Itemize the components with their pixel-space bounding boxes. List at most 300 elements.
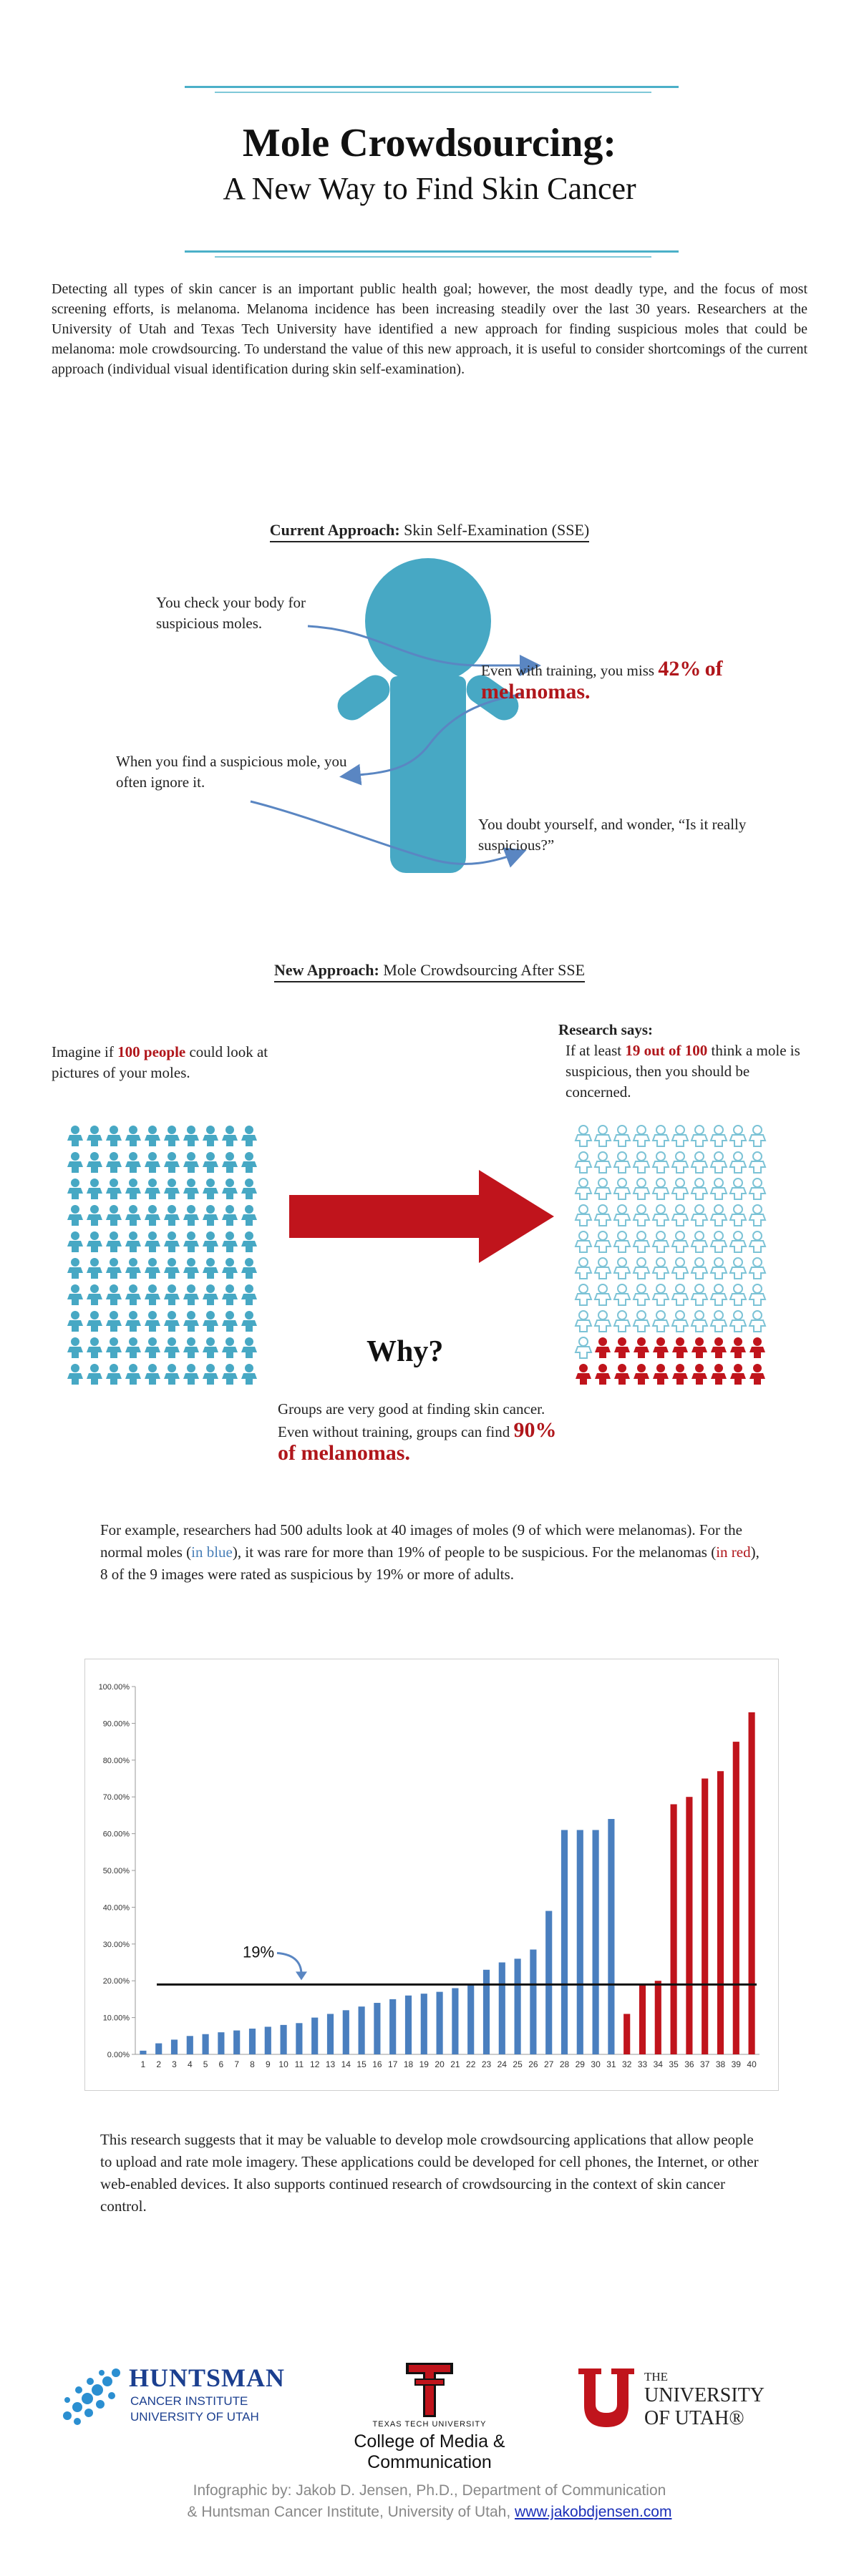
person-icon — [634, 1311, 649, 1332]
person-icon — [125, 1311, 141, 1332]
x-tick-label: 11 — [294, 2059, 304, 2069]
utah-university: UNIVERSITY — [644, 2384, 765, 2406]
person-icon — [691, 1152, 707, 1173]
bar — [249, 2029, 256, 2054]
person-icon — [164, 1364, 180, 1385]
bar — [296, 2023, 302, 2054]
imagine-a: Imagine if — [52, 1043, 114, 1060]
bar — [343, 2010, 349, 2054]
person-icon — [672, 1231, 688, 1252]
person-icon — [125, 1152, 141, 1173]
person-icon — [222, 1364, 238, 1385]
current-heading-rest: Skin Self-Examination (SSE) — [404, 521, 590, 539]
person-icon — [241, 1364, 257, 1385]
example-paragraph — [100, 1519, 766, 1586]
note-miss-b: of melanomas. — [481, 657, 723, 703]
ttu-logo — [301, 2361, 558, 2472]
person-icon — [241, 1311, 257, 1332]
ttu-name: TEXAS TECH UNIVERSITY — [372, 2420, 487, 2429]
person-icon — [106, 1152, 122, 1173]
why-heading: Why? — [367, 1335, 444, 1368]
person-icon — [145, 1126, 160, 1146]
person-icon — [595, 1258, 611, 1279]
person-icon — [576, 1258, 591, 1279]
person-icon — [164, 1337, 180, 1358]
person-icon — [67, 1284, 83, 1305]
double-t-icon — [404, 2361, 455, 2419]
person-icon — [711, 1311, 727, 1332]
person-icon — [222, 1311, 238, 1332]
person-icon — [691, 1258, 707, 1279]
imagine-red: 100 people — [117, 1043, 186, 1060]
bar — [671, 1804, 677, 2054]
utah-logo — [578, 2368, 807, 2433]
person-icon — [87, 1205, 102, 1226]
x-tick-label: 19 — [419, 2059, 429, 2069]
bar — [545, 1911, 552, 2054]
threshold-label: 19% — [243, 1943, 275, 1961]
huntsman-name: HUNTSMAN — [129, 2363, 286, 2392]
person-icon — [67, 1258, 83, 1279]
conclusion-paragraph: This research suggests that it may be valuable to develop mole crowdsourcing applications that allow people to upload and rate mole imagery. These applications could be developed for cell phones, the Internet, or other web-enabled devices. It also supports continued research of crowdsourcing in the context of skin cancer control. — [100, 2131, 759, 2215]
person-icon — [749, 1258, 765, 1279]
person-icon — [634, 1152, 649, 1173]
bar — [702, 1779, 708, 2055]
imagine-text — [52, 1042, 295, 1083]
person-icon — [106, 1126, 122, 1146]
x-tick-label: 23 — [481, 2059, 492, 2069]
person-icon — [576, 1284, 591, 1305]
person-icon — [749, 1311, 765, 1332]
bar — [623, 2014, 630, 2054]
person-icon — [222, 1126, 238, 1146]
person-icon — [749, 1231, 765, 1252]
crowd-grid-left — [66, 1123, 266, 1395]
person-icon — [222, 1284, 238, 1305]
person-icon — [672, 1364, 688, 1385]
y-tick-label: 30.00% — [102, 1940, 130, 1949]
bar — [639, 1984, 646, 2054]
example-in-blue: in blue — [191, 1543, 233, 1561]
person-icon — [749, 1205, 765, 1226]
person-icon — [614, 1258, 630, 1279]
bar — [359, 2006, 365, 2054]
bar — [686, 1797, 692, 2054]
person-icon — [67, 1126, 83, 1146]
person-icon — [87, 1337, 102, 1358]
person-icon — [749, 1284, 765, 1305]
person-icon — [634, 1258, 649, 1279]
bar — [155, 2044, 162, 2054]
person-icon — [125, 1337, 141, 1358]
person-icon — [653, 1284, 669, 1305]
person-icon — [595, 1364, 611, 1385]
person-icon — [634, 1337, 649, 1358]
bar — [187, 2036, 193, 2054]
person-icon — [145, 1205, 160, 1226]
person-icon — [183, 1231, 199, 1252]
person-icon — [672, 1311, 688, 1332]
person-icon — [730, 1179, 746, 1199]
threshold-arrow-head — [296, 1971, 307, 1980]
x-tick-label: 24 — [497, 2059, 507, 2069]
person-icon — [730, 1205, 746, 1226]
person-icon — [241, 1284, 257, 1305]
y-tick-label: 100.00% — [98, 1683, 130, 1692]
person-icon — [672, 1205, 688, 1226]
person-icon — [576, 1126, 591, 1146]
header-bottom-rule-thin — [215, 256, 651, 258]
example-in-red: in red — [716, 1543, 751, 1561]
person-icon — [614, 1364, 630, 1385]
bar — [374, 2003, 380, 2054]
x-tick-label: 12 — [310, 2059, 320, 2069]
person-icon — [164, 1258, 180, 1279]
new-heading-rest: Mole Crowdsourcing After SSE — [383, 961, 586, 979]
credit-block — [0, 2480, 859, 2523]
bar — [311, 2018, 318, 2054]
x-tick-label: 33 — [637, 2059, 648, 2069]
example-p3: ), 8 of the 9 images were rated as suspicious by 19% or more of adults. — [100, 1543, 759, 1583]
person-icon — [203, 1364, 218, 1385]
bar — [467, 1984, 474, 2054]
person-icon — [87, 1152, 102, 1173]
research-b: think a mole is suspicious, then you should be concerned. — [566, 1042, 800, 1101]
page-subtitle: A New Way to Find Skin Cancer — [223, 171, 636, 206]
person-icon — [203, 1284, 218, 1305]
person-icon — [653, 1152, 669, 1173]
person-icon — [653, 1205, 669, 1226]
x-tick-label: 9 — [265, 2059, 271, 2069]
x-tick-label: 30 — [591, 2059, 601, 2069]
note-miss-pct: 42% — [658, 657, 702, 680]
person-icon — [576, 1364, 591, 1385]
huntsman-logo — [60, 2361, 289, 2433]
person-icon — [106, 1205, 122, 1226]
threshold-arrow — [277, 1953, 301, 1974]
person-icon — [653, 1258, 669, 1279]
person-icon — [653, 1364, 669, 1385]
person-icon — [222, 1152, 238, 1173]
person-icon — [164, 1179, 180, 1199]
research-red: 19 out of 100 — [625, 1042, 708, 1059]
person-icon — [164, 1311, 180, 1332]
person-icon — [87, 1311, 102, 1332]
person-icon — [653, 1231, 669, 1252]
person-icon — [595, 1231, 611, 1252]
x-tick-label: 1 — [140, 2059, 146, 2069]
person-icon — [711, 1337, 727, 1358]
person-icon — [691, 1337, 707, 1358]
x-tick-label: 28 — [559, 2059, 570, 2069]
person-icon — [67, 1364, 83, 1385]
example-p1: For example, researchers had 500 adults look at 40 images of moles (9 of which were melanomas). For the normal moles ( — [100, 1521, 742, 1561]
y-tick-label: 80.00% — [102, 1756, 130, 1765]
x-tick-label: 13 — [325, 2059, 336, 2069]
person-icon — [653, 1126, 669, 1146]
person-icon — [67, 1152, 83, 1173]
y-tick-label: 40.00% — [102, 1903, 130, 1913]
person-icon — [614, 1284, 630, 1305]
person-icon — [164, 1152, 180, 1173]
person-icon — [164, 1284, 180, 1305]
bar — [593, 1830, 599, 2054]
person-icon — [672, 1152, 688, 1173]
person-icon — [222, 1231, 238, 1252]
person-icon — [634, 1205, 649, 1226]
huntsman-sub: CANCER INSTITUTE — [130, 2394, 248, 2408]
person-icon — [203, 1337, 218, 1358]
bar — [265, 2026, 271, 2054]
person-icon — [183, 1284, 199, 1305]
x-tick-label: 6 — [218, 2059, 224, 2069]
person-icon — [595, 1179, 611, 1199]
credit-line2: & Huntsman Cancer Institute, University of Utah, — [187, 2504, 511, 2520]
note-miss — [481, 658, 753, 704]
person-icon — [672, 1258, 688, 1279]
person-icon — [241, 1152, 257, 1173]
bar — [733, 1742, 739, 2054]
x-tick-label: 5 — [203, 2059, 208, 2069]
person-icon — [164, 1231, 180, 1252]
x-tick-label: 38 — [715, 2059, 726, 2069]
person-icon — [672, 1179, 688, 1199]
person-icon — [145, 1231, 160, 1252]
person-icon — [106, 1337, 122, 1358]
x-tick-label: 3 — [172, 2059, 177, 2069]
person-icon — [730, 1311, 746, 1332]
person-icon — [576, 1311, 591, 1332]
person-icon — [183, 1258, 199, 1279]
note-ignore: When you find a suspicious mole, you often ignore it. — [116, 753, 347, 791]
person-icon — [749, 1364, 765, 1385]
person-icon — [711, 1258, 727, 1279]
imagine-b: could look at pictures of your moles. — [52, 1043, 268, 1081]
person-icon — [241, 1179, 257, 1199]
person-icon — [614, 1337, 630, 1358]
person-icon — [125, 1231, 141, 1252]
person-icon — [125, 1364, 141, 1385]
person-icon — [711, 1364, 727, 1385]
person-icon — [67, 1337, 83, 1358]
research-says — [558, 1020, 816, 1103]
person-icon — [653, 1179, 669, 1199]
person-icon — [203, 1152, 218, 1173]
person-icon — [595, 1205, 611, 1226]
x-tick-label: 21 — [450, 2059, 460, 2069]
y-tick-label: 70.00% — [102, 1793, 130, 1802]
person-icon — [145, 1152, 160, 1173]
x-tick-label: 20 — [435, 2059, 445, 2069]
person-icon — [87, 1364, 102, 1385]
person-icon — [241, 1205, 257, 1226]
groups-a: Groups are very good at finding skin cancer. Even without training, groups can find — [278, 1400, 545, 1440]
x-tick-label: 31 — [606, 2059, 616, 2069]
person-icon — [125, 1126, 141, 1146]
person-icon — [203, 1205, 218, 1226]
person-icon — [106, 1311, 122, 1332]
person-icon — [67, 1179, 83, 1199]
person-icon — [87, 1284, 102, 1305]
x-tick-label: 35 — [669, 2059, 679, 2069]
person-icon — [222, 1205, 238, 1226]
person-icon — [653, 1311, 669, 1332]
person-icon — [614, 1179, 630, 1199]
header-bottom-rule — [185, 250, 679, 253]
person-icon — [749, 1337, 765, 1358]
huntsman-dots-icon — [60, 2364, 125, 2429]
x-tick-label: 22 — [466, 2059, 476, 2069]
bar — [655, 1981, 661, 2054]
person-icon — [595, 1152, 611, 1173]
person-icon — [183, 1152, 199, 1173]
x-tick-label: 36 — [684, 2059, 694, 2069]
bar — [171, 2039, 178, 2054]
bar — [233, 2031, 240, 2054]
person-icon — [125, 1179, 141, 1199]
person-icon — [672, 1126, 688, 1146]
x-tick-label: 25 — [513, 2059, 523, 2069]
y-tick-label: 20.00% — [102, 1977, 130, 1986]
note-miss-a: Even with training, you miss — [481, 662, 655, 679]
person-icon — [634, 1284, 649, 1305]
person-icon — [183, 1205, 199, 1226]
ttu-college: College of Media & Communication — [354, 2431, 505, 2472]
person-icon — [691, 1311, 707, 1332]
x-tick-label: 32 — [622, 2059, 632, 2069]
person-icon — [749, 1152, 765, 1173]
person-icon — [711, 1179, 727, 1199]
page-title: Mole Crowdsourcing: — [242, 121, 617, 165]
bar — [437, 1992, 443, 2054]
x-tick-label: 8 — [250, 2059, 255, 2069]
x-tick-label: 16 — [372, 2059, 382, 2069]
bar — [405, 1996, 412, 2054]
groups-text — [278, 1399, 564, 1465]
x-tick-label: 17 — [388, 2059, 398, 2069]
huntsman-univ: UNIVERSITY OF UTAH — [130, 2410, 259, 2424]
bar — [218, 2032, 224, 2054]
bar — [281, 2025, 287, 2054]
person-icon — [576, 1152, 591, 1173]
person-icon — [241, 1126, 257, 1146]
person-icon — [164, 1205, 180, 1226]
research-a: If at least — [566, 1042, 622, 1059]
person-icon — [749, 1179, 765, 1199]
person-icon — [183, 1179, 199, 1199]
person-icon — [730, 1126, 746, 1146]
person-icon — [691, 1231, 707, 1252]
person-icon — [241, 1337, 257, 1358]
person-icon — [203, 1231, 218, 1252]
y-tick-label: 0.00% — [107, 2051, 130, 2059]
bar — [389, 1999, 396, 2054]
person-icon — [203, 1126, 218, 1146]
person-icon — [711, 1284, 727, 1305]
person-icon — [222, 1179, 238, 1199]
credit-link[interactable]: www.jakobdjensen.com — [515, 2504, 672, 2520]
person-icon — [691, 1179, 707, 1199]
bar-chart-frame — [84, 1659, 779, 2091]
y-tick-label: 90.00% — [102, 1719, 130, 1729]
note-doubt: You doubt yourself, and wonder, “Is it really suspicious?” — [478, 816, 747, 854]
bar — [499, 1963, 505, 2055]
utah-of-utah: OF UTAH® — [644, 2407, 744, 2429]
person-icon — [183, 1311, 199, 1332]
person-icon — [730, 1258, 746, 1279]
bar — [483, 1970, 490, 2054]
person-icon — [106, 1179, 122, 1199]
bar — [717, 1771, 724, 2054]
new-heading-bold: New Approach: — [273, 961, 379, 979]
person-icon — [87, 1231, 102, 1252]
credit-line1: Infographic by: Jakob D. Jensen, Ph.D., Department of Communication — [193, 2482, 666, 2499]
person-icon — [614, 1126, 630, 1146]
bar — [140, 2051, 146, 2054]
current-approach-heading — [0, 521, 859, 540]
person-icon — [634, 1364, 649, 1385]
person-icon — [203, 1179, 218, 1199]
research-title: Research says: — [558, 1021, 654, 1038]
person-icon — [672, 1337, 688, 1358]
person-icon — [691, 1284, 707, 1305]
note-check: You check your body for suspicious moles. — [156, 594, 306, 632]
person-icon — [730, 1231, 746, 1252]
person-icon — [634, 1126, 649, 1146]
x-tick-label: 14 — [341, 2059, 351, 2069]
person-icon — [730, 1364, 746, 1385]
person-icon — [241, 1231, 257, 1252]
x-tick-label: 15 — [356, 2059, 367, 2069]
person-icon — [614, 1311, 630, 1332]
person-icon — [183, 1337, 199, 1358]
person-icon — [67, 1205, 83, 1226]
person-icon — [67, 1231, 83, 1252]
person-icon — [595, 1337, 611, 1358]
person-icon — [203, 1258, 218, 1279]
x-tick-label: 29 — [575, 2059, 585, 2069]
utah-the: THE — [644, 2370, 669, 2384]
person-icon — [730, 1284, 746, 1305]
person-icon — [634, 1231, 649, 1252]
bar — [452, 1988, 458, 2054]
person-icon — [576, 1337, 591, 1358]
person-icon — [711, 1152, 727, 1173]
person-icon — [749, 1126, 765, 1146]
person-icon — [730, 1152, 746, 1173]
person-icon — [145, 1258, 160, 1279]
person-icon — [595, 1126, 611, 1146]
person-icon — [125, 1205, 141, 1226]
crowd-grid-right — [574, 1123, 775, 1395]
person-icon — [576, 1179, 591, 1199]
bar — [749, 1712, 755, 2054]
person-icon — [203, 1311, 218, 1332]
person-icon — [87, 1258, 102, 1279]
bar — [421, 1994, 427, 2054]
block-u-icon — [578, 2368, 634, 2427]
person-icon — [145, 1337, 160, 1358]
bar — [608, 1819, 614, 2054]
person-icon — [222, 1337, 238, 1358]
bar — [515, 1958, 521, 2054]
x-tick-label: 37 — [700, 2059, 710, 2069]
person-icon — [106, 1258, 122, 1279]
big-red-arrow — [289, 1170, 554, 1263]
person-icon — [595, 1284, 611, 1305]
y-tick-label: 60.00% — [102, 1830, 130, 1839]
person-icon — [576, 1205, 591, 1226]
